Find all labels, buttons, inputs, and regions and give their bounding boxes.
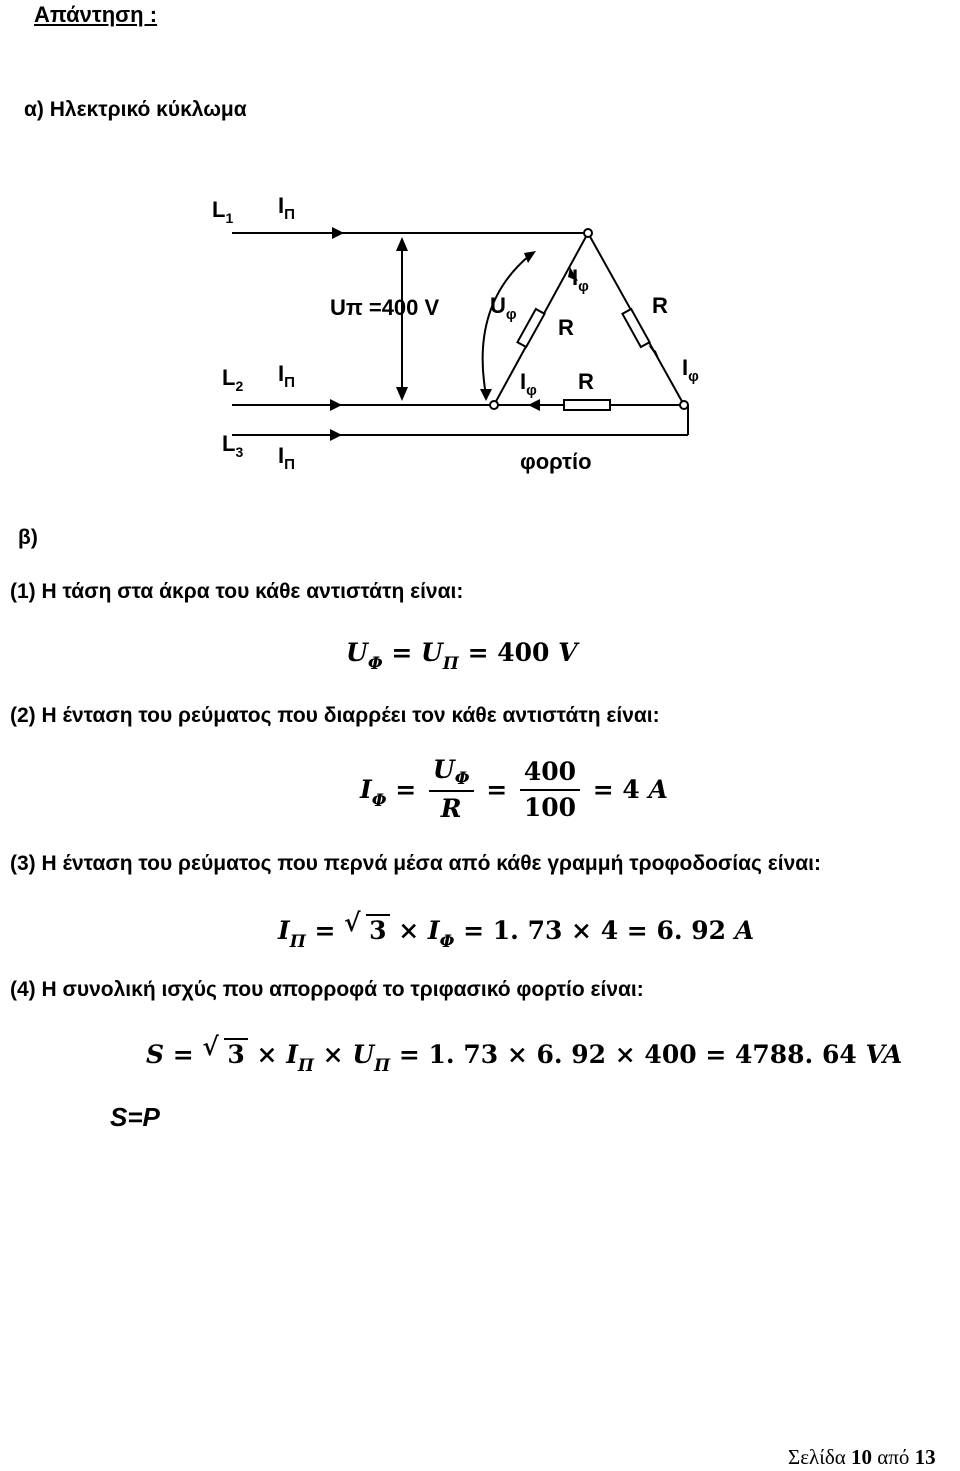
line-current-label-3: $I_\Pi$ — [278, 443, 295, 473]
phase-current-label-1: $I_\varphi$ — [572, 265, 589, 295]
load-label: φορτίο — [520, 449, 592, 474]
note-s-equals-p: S=P — [110, 1102, 160, 1132]
line-current-label-2: $I_\Pi$ — [278, 361, 295, 391]
resistor-bottom — [564, 400, 610, 410]
resistor-label-2: R — [652, 293, 668, 318]
l3-label: $L_3$ — [222, 431, 244, 460]
section-b-label: β) — [18, 526, 38, 549]
line-current-label-1: $I_\Pi$ — [278, 193, 295, 223]
resistor-left — [517, 309, 544, 347]
formula-line-current: $I_\Pi$ = √ $3 \times I_\Phi = 1$. 73 × 4 = 6. 92 A — [278, 908, 755, 952]
item-2-text: (2) Η ένταση του ρεύματος που διαρρέει τον κάθε αντιστάτη είναι: — [10, 704, 660, 727]
l2-arrow-icon — [330, 399, 342, 411]
l1-label: $L_1$ — [212, 197, 234, 226]
voltage-label: Uπ =400 V — [330, 295, 440, 320]
item-4-text: (4) Η συνολική ισχύς που απορροφά το τριφασικό φορτίο είναι: — [10, 978, 644, 1001]
phase-current-arrow-icon — [648, 345, 660, 361]
item-3-text: (3) Η ένταση του ρεύματος που περνά μέσα από κάθε γραμμή τροφοδοσίας είναι: — [10, 852, 821, 875]
page-heading: Απάντηση : — [34, 2, 158, 27]
formula-phase-voltage: $U_\Phi = U_\Pi = 400$ V — [346, 638, 578, 674]
section-a-label: α) Ηλεκτρικό κύκλωμα — [24, 98, 247, 121]
l1-arrow-icon — [332, 227, 344, 239]
phase-voltage-label: $U_\varphi$ — [490, 293, 517, 323]
formula-phase-current: $I_\Phi$ = $\frac{U_\Phi}{R}$ = $\frac{400}{100}$ = 4 A — [360, 755, 668, 823]
resistor-label-1: R — [558, 315, 574, 340]
circuit-diagram — [190, 185, 710, 485]
page-footer: Σελίδα 10 από 13 — [788, 1445, 936, 1469]
resistor-label-3: R — [578, 369, 594, 394]
sqrt-icon: √ — [344, 908, 361, 937]
phase-current-label-2: $I_\varphi$ — [682, 355, 699, 385]
resistor-right — [622, 309, 649, 347]
sqrt-icon: √ — [202, 1032, 219, 1061]
formula-apparent-power: S = √ $3 \times I_\Pi \times U_\Pi = 1$. 73 × 6. 92 × 400 = 4788. 64 VA — [146, 1032, 903, 1076]
item-1-text: (1) Η τάση στα άκρα του κάθε αντιστάτη είναι: — [10, 580, 464, 603]
phase-current-arrow-icon — [528, 399, 540, 411]
l3-arrow-icon — [330, 429, 342, 441]
l2-label: $L_2$ — [222, 365, 244, 394]
phase-current-label-3: $I_\varphi$ — [520, 369, 537, 399]
